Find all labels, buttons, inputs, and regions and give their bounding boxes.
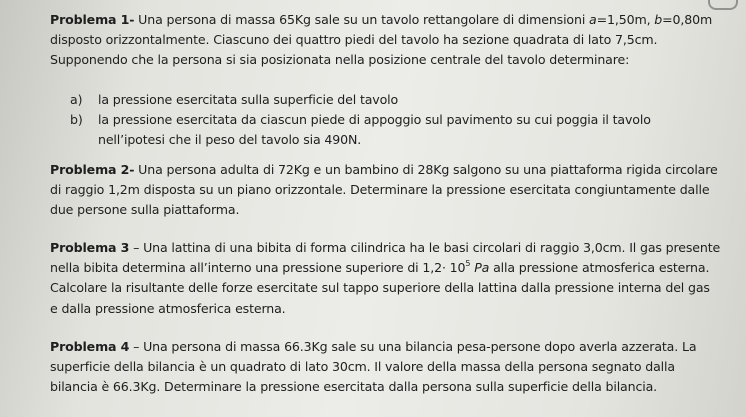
problem-2-line-1: Problema 2- Una persona adulta di 72Kg e un bambino di 28Kg salgono su una piattaforma rigida circolare [50,162,718,177]
problem-4-line-1: Problema 4 – Una persona di massa 66.3Kg sale su una bilancia pesa-persone dopo averla azzerata. La [50,339,697,354]
subitem-text: la pressione esercitata da ciascun piede di appoggio sul pavimento su cui poggia il tavolo [98,112,651,128]
subitem-letter: a) [70,92,83,107]
problem-4 [50,337,740,398]
problem-1-line-2: disposto orizzontalmente. Ciascuno dei quattro piedi del tavolo ha sezione quadrata di lato 7,5cm. [50,32,658,48]
problem-4-line-3: bilancia è 66.3Kg. Determinare la pressione esercitata dalla persona sulla superficie della bilancia. [50,379,658,395]
problem-3-line-1: Problema 3 – Una lattina di una bibita di forma cilindrica ha le basi circolari di raggio 3,0cm. Il gas presente [50,240,721,255]
subitem-a [70,90,730,110]
problem-1-title: Problema 1- [50,12,135,27]
problem-1-line-1: Problema 1- Una persona di massa 65Kg sale su un tavolo rettangolare di dimensioni a=1,50m, b=0,80m [50,12,713,27]
subitem-letter: b) [70,112,83,128]
subitem-text: la pressione esercitata sulla superficie del tavolo [98,92,399,107]
exponent: 5 [465,259,471,269]
subitem-text: nell’ipotesi che il peso del tavolo sia 490N. [98,132,362,148]
problem-1-line-3: Supponendo che la persona si sia posizionata nella posizione centrale del tavolo determinare: [50,52,630,68]
problem-2-line-3: due persone sulla piattaforma. [50,202,240,218]
problem-3-line-3: Calcolare la risultante delle forze esercitate sul tappo superiore della lattina dalla pressione interna del gas [50,280,710,296]
subitem-b [70,110,730,150]
problem-3 [50,238,740,319]
problem-3-title: Problema 3 [50,240,130,255]
problem-1 [50,10,740,71]
corner-mark-icon [708,0,738,10]
problem-2-line-2: di raggio 1,2m disposta su un piano orizzontale. Determinare la pressione esercitata congiuntamente dalle [50,182,710,198]
problem-1-subitems [70,90,730,151]
problem-3-line-4: e dalla pressione atmosferica esterna. [50,300,286,316]
pressure-unit: Pa [474,260,490,276]
problem-4-line-2: superficie della bilancia è un quadrato di lato 30cm. Il valore della massa della persona segnato dalla [50,359,675,375]
problem-2 [50,160,740,221]
problem-3-line-2: nella bibita determina all’interno una pressione superiore di $1,2\cdot 10^5$ Pa alla pressione atmosferica esterna. [50,259,710,276]
problem-4-title: Problema 4 [50,339,130,354]
problem-2-title: Problema 2- [50,162,135,177]
